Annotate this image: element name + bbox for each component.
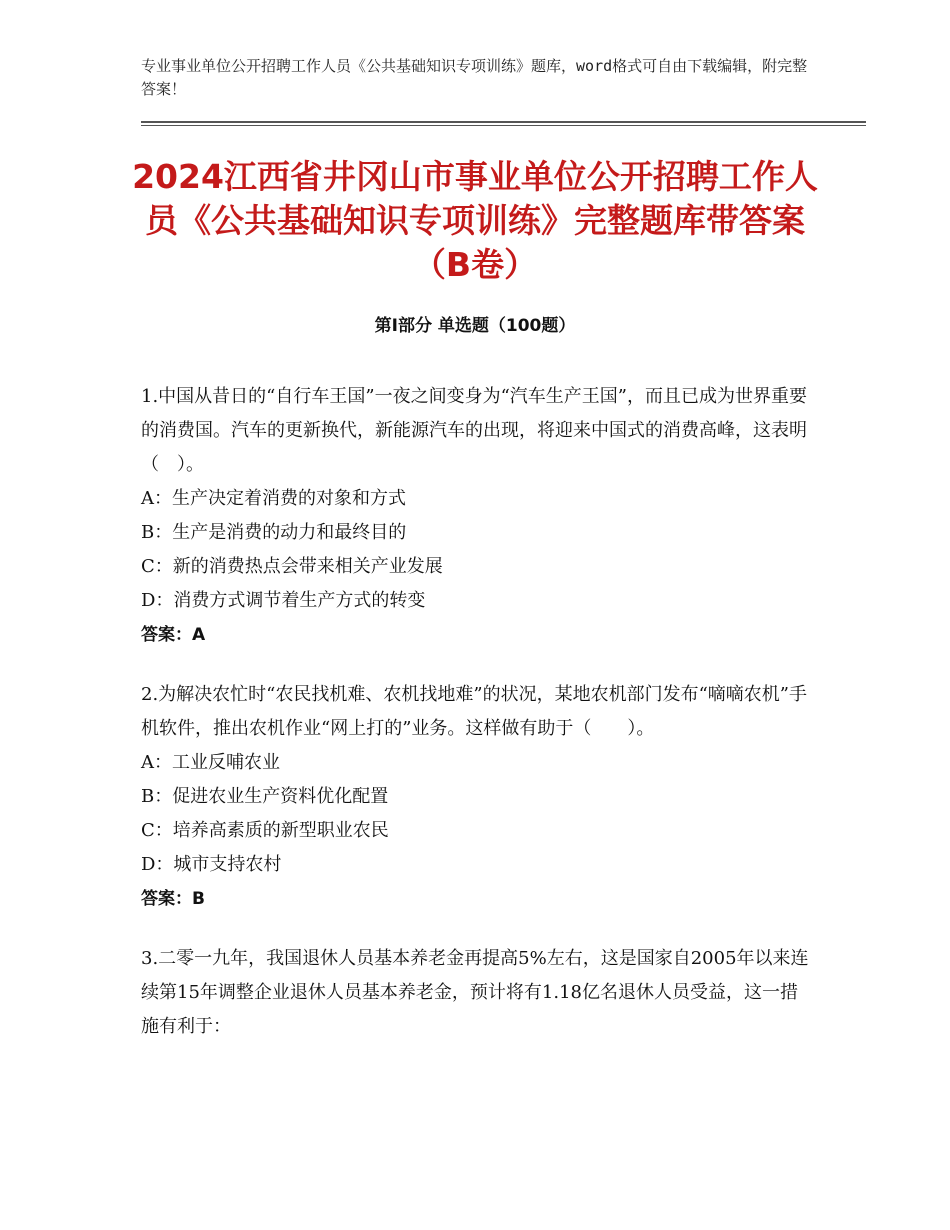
option-d: D：城市支持农村 — [141, 854, 282, 875]
option-b: B：促进农业生产资料优化配置 — [141, 786, 389, 807]
option-b: B：生产是消费的动力和最终目的 — [141, 522, 407, 543]
option-a: A：工业反哺农业 — [141, 752, 280, 773]
question-item — [141, 380, 809, 652]
option-c: C：新的消费热点会带来相关产业发展 — [141, 556, 443, 577]
option-a: A：生产决定着消费的对象和方式 — [141, 488, 406, 509]
question-list — [141, 380, 809, 1070]
question-item — [141, 678, 809, 916]
question-stem: 3.二零一九年，我国退休人员基本养老金再提高5%左右，这是国家自2005年以来连续第15年调整企业退休人员基本养老金，预计将有1.18亿名退休人员受益，这一措施有利于： — [141, 948, 809, 1037]
answer-line: 答案：B — [141, 889, 205, 909]
header-note: 专业事业单位公开招聘工作人员《公共基础知识专项训练》题库，word格式可自由下载编辑，附完整答案！ — [141, 57, 808, 98]
question-stem: 2.为解决农忙时“农民找机难、农机找地难”的状况，某地农机部门发布“嘀嘀农机”手机软件，推出农机作业“网上打的”业务。这样做有助于（ ）。 — [141, 684, 807, 739]
question-item — [141, 942, 809, 1044]
document-title: 2024江西省井冈山市事业单位公开招聘工作人员《公共基础知识专项训练》完整题库带答案（B卷） — [132, 157, 818, 284]
question-stem: 1.中国从昔日的“自行车王国”一夜之间变身为“汽车生产王国”，而且已成为世界重要的消费国。汽车的更新换代，新能源汽车的出现，将迎来中国式的消费高峰，这表明（ ）。 — [141, 386, 807, 475]
answer-line: 答案：A — [141, 625, 206, 645]
option-c: C：培养高素质的新型职业农民 — [141, 820, 389, 841]
header-divider — [141, 121, 866, 123]
section-heading: 第Ⅰ部分 单选题（100题） — [374, 316, 576, 336]
header-divider-thin — [141, 125, 866, 126]
option-d: D：消费方式调节着生产方式的转变 — [141, 590, 426, 611]
